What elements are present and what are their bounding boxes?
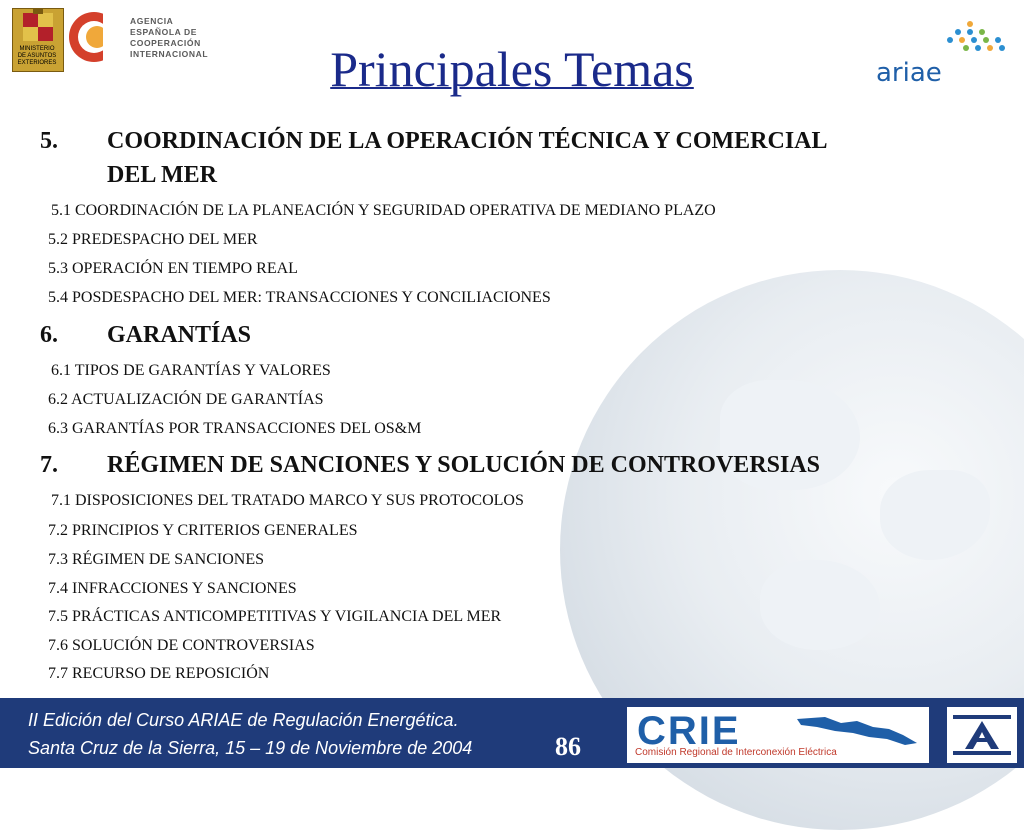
list-item: 6.3 GARANTÍAS POR TRANSACCIONES DEL OS&M xyxy=(48,420,422,437)
footer-location-date: Santa Cruz de la Sierra, 15 – 19 de Noviembre de 2004 xyxy=(28,738,473,758)
aeci-name: AGENCIA ESPAÑOLA DE COOPERACIÓN INTERNACIONAL xyxy=(130,16,209,59)
section-number: 6. xyxy=(40,322,58,348)
section-number: 5. xyxy=(40,128,58,154)
ministry-caption: MINISTERIO DE ASUNTOS EXTERIORES xyxy=(17,46,57,66)
page-title: Principales Temas xyxy=(330,41,694,97)
central-america-map-icon xyxy=(795,713,921,749)
footer-bar xyxy=(0,698,1024,768)
list-item: 7.1 DISPOSICIONES DEL TRATADO MARCO Y SUS PROTOCOLOS xyxy=(51,492,524,509)
section-title-continued: DEL MER xyxy=(107,162,218,188)
footer-course-title: II Edición del Curso ARIAE de Regulación Energética. xyxy=(28,710,459,730)
list-item: 6.1 TIPOS DE GARANTÍAS Y VALORES xyxy=(51,362,331,379)
list-item: 5.3 OPERACIÓN EN TIEMPO REAL xyxy=(48,260,298,277)
list-item: 7.3 RÉGIMEN DE SANCIONES xyxy=(48,551,264,568)
page-number: 86 xyxy=(555,732,581,761)
list-item: 7.5 PRÁCTICAS ANTICOMPETITIVAS Y VIGILANCIA DEL MER xyxy=(48,608,502,625)
list-item: 6.2 ACTUALIZACIÓN DE GARANTÍAS xyxy=(48,391,324,408)
ariae-label: ariae xyxy=(876,58,942,88)
section-title: GARANTÍAS xyxy=(107,322,252,348)
list-item: 5.2 PREDESPACHO DEL MER xyxy=(48,231,258,248)
globe-landmass xyxy=(760,560,880,650)
list-item: 5.4 POSDESPACHO DEL MER: TRANSACCIONES Y CONCILIACIONES xyxy=(48,289,551,306)
a-emblem-logo-icon xyxy=(946,706,1018,764)
list-item: 7.6 SOLUCIÓN DE CONTROVERSIAS xyxy=(48,637,315,654)
crie-subtitle: Comisión Regional de Interconexión Eléctrica xyxy=(635,747,837,758)
list-item: 5.1 COORDINACIÓN DE LA PLANEACIÓN Y SEGURIDAD OPERATIVA DE MEDIANO PLAZO xyxy=(51,202,716,219)
section-number: 7. xyxy=(40,452,58,478)
list-item: 7.4 INFRACCIONES Y SANCIONES xyxy=(48,580,297,597)
crie-label: CRIE xyxy=(637,709,741,753)
crie-logo xyxy=(626,706,930,764)
section-title: COORDINACIÓN DE LA OPERACIÓN TÉCNICA Y COMERCIAL xyxy=(107,128,828,154)
list-item: 7.7 RECURSO DE REPOSICIÓN xyxy=(48,665,270,682)
section-title: RÉGIMEN DE SANCIONES Y SOLUCIÓN DE CONTROVERSIAS xyxy=(107,452,821,478)
list-item: 7.2 PRINCIPIOS Y CRITERIOS GENERALES xyxy=(48,522,358,539)
